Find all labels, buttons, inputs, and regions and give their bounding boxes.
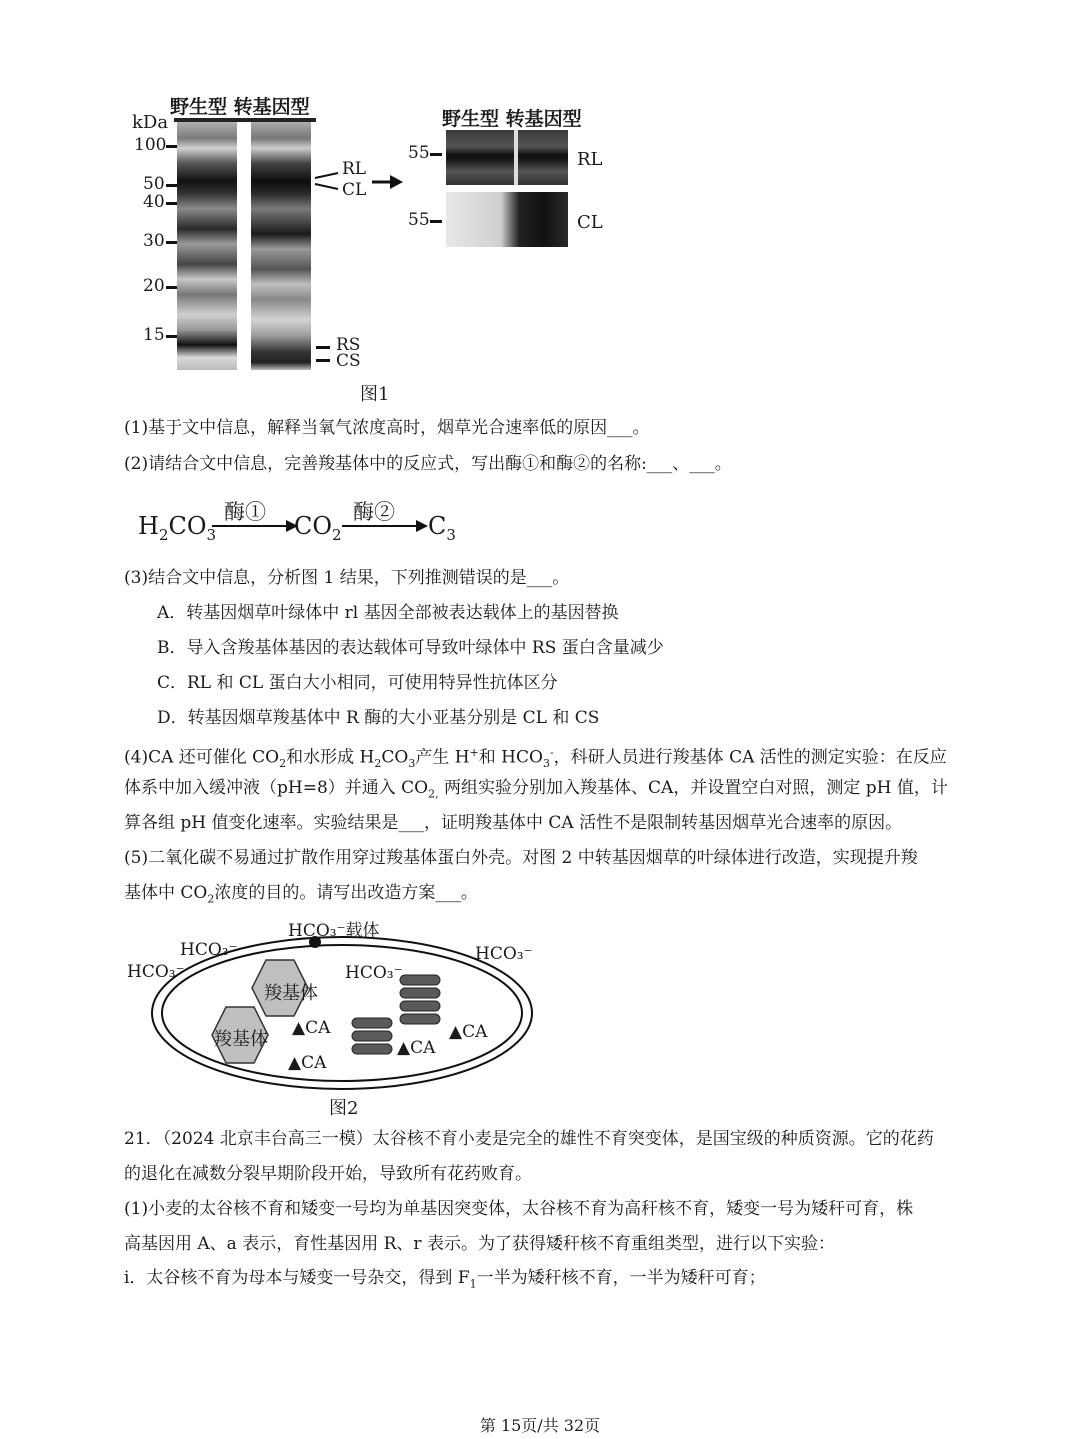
option-d: D．转基因烟草羧基体中 R 酶的大小亚基分别是 CL 和 CS — [157, 708, 600, 728]
question-5-line-2: 基体中 $CO_2$浓度的目的。请写出改造方案___。 — [124, 883, 478, 906]
question-5-line-1: (5)二氧化碳不易通过扩散作用穿过羧基体蛋白外壳。对图 2 中转基因烟草的叶绿体进行改造，实现提升羧 — [124, 848, 918, 868]
hco3-label: HCO₃⁻ — [127, 962, 185, 982]
question-21-line-4: 高基因用 A、a 表示，育性基因用 R、r 表示。为了获得矮秆核不育重组类型，进行以下实验： — [124, 1234, 835, 1254]
question-4-line-3: 算各组 pH 值变化速率。实验结果是___，证明羧基体中 CA 活性不是限制转基因烟草光合速率的原因。 — [124, 813, 903, 833]
band-tick — [316, 346, 330, 349]
equation-reactant: $H_2CO_3$ — [138, 512, 217, 544]
marker-label: 50 — [143, 174, 165, 194]
marker-label: 30 — [143, 231, 165, 251]
question-3: (3)结合文中信息，分析图 1 结果，下列推测错误的是___。 — [124, 568, 570, 588]
blot-panel-rl — [446, 130, 568, 185]
band-label-cl: CL — [342, 180, 367, 200]
blot-label-rl: RL — [577, 149, 603, 170]
band-tick — [316, 359, 330, 362]
blot-panel-divider — [514, 130, 518, 185]
equation-arrow-1 — [212, 518, 298, 534]
gel-lane-transgenic — [251, 118, 311, 370]
figure-1-caption: 图1 — [360, 384, 390, 405]
blot-marker-tick — [430, 220, 442, 223]
enzyme-1-label: 酶① — [224, 500, 266, 524]
question-21-line-3: (1)小麦的太谷核不育和矮变一号均为单基因突变体，太谷核不育为高秆核不育，矮变一号为矮秆可育，株 — [124, 1199, 914, 1219]
blot-label-cl: CL — [577, 212, 603, 233]
question-21-line-1: 21．（2024 北京丰台高三一模）太谷核不育小麦是完全的雄性不育突变体，是国宝级的种质资源。它的花药 — [124, 1129, 934, 1149]
question-21-line-5: i．太谷核不育为母本与矮变一号杂交，得到 $F_1$一半为矮秆核不育，一半为矮秆可育； — [124, 1268, 766, 1291]
blot-marker-label: 55 — [408, 143, 430, 163]
equation-arrow-2 — [342, 518, 428, 534]
band-label-rl: RL — [342, 159, 367, 179]
page-number: 第 15页/共 32页 — [479, 1416, 601, 1435]
carboxysome-label: 羧基体 — [214, 1029, 268, 1050]
marker-label: 15 — [143, 325, 165, 345]
carboxysome-label: 羧基体 — [264, 983, 318, 1004]
ca-label: ▲CA — [397, 1038, 436, 1058]
blot-marker-tick — [430, 153, 442, 156]
marker-label: 100 — [134, 135, 167, 155]
ca-label: ▲CA — [288, 1053, 327, 1073]
option-b: B．导入含羧基体基因的表达载体可导致叶绿体中 RS 蛋白含量减少 — [157, 638, 664, 658]
ca-label: ▲CA — [449, 1022, 488, 1042]
band-label-rs: RS — [336, 335, 361, 355]
option-a: A．转基因烟草叶绿体中 rl 基因全部被表达载体上的基因替换 — [157, 603, 619, 623]
gel-lane-header: 野生型 转基因型 — [170, 96, 310, 118]
question-1: (1)基于文中信息，解释当氧气浓度高时，烟草光合速率低的原因___。 — [124, 418, 650, 438]
equation-intermediate: $CO_2$ — [294, 512, 342, 544]
gel-lane-wildtype — [177, 118, 237, 370]
marker-label: 20 — [143, 276, 165, 296]
ca-label: ▲CA — [292, 1018, 331, 1038]
hco3-carrier-label: HCO₃⁻载体 — [288, 921, 380, 941]
equation-product: $C_3$ — [428, 512, 456, 544]
marker-label: 40 — [143, 192, 165, 212]
band-label-cs: CS — [336, 351, 361, 371]
gel-top-bar — [174, 118, 316, 122]
question-4-line-1: (4)CA 还可催化 $CO_2$和水形成 $H_2CO_3$产生 H+和 $HCO_3^-$，科研人员进行羧基体 CA 活性的测定实验：在反应 — [124, 746, 947, 771]
option-c: C．RL 和 CL 蛋白大小相同，可使用特异性抗体区分 — [157, 673, 558, 693]
blot-lane-header: 野生型 转基因型 — [442, 108, 582, 130]
question-21-line-2: 的退化在减数分裂早期阶段开始，导致所有花药败育。 — [124, 1164, 532, 1184]
figure-2-caption: 图2 — [329, 1098, 359, 1119]
question-2: (2)请结合文中信息，完善羧基体中的反应式，写出酶①和酶②的名称:___、___。 — [124, 454, 732, 474]
hco3-label: HCO₃⁻ — [180, 940, 238, 960]
enzyme-2-label: 酶② — [353, 500, 395, 524]
blot-marker-label: 55 — [408, 210, 430, 230]
hco3-label: HCO₃⁻ — [475, 944, 533, 964]
hco3-label: HCO₃⁻ — [345, 963, 403, 983]
blot-panel-cl — [446, 192, 568, 247]
question-4-line-2: 体系中加入缓冲液（pH=8）并通入 $CO_{2,}$ 两组实验分别加入羧基体、CA，并设置空白对照，测定 pH 值，计 — [124, 778, 948, 801]
gel-unit-label: kDa — [132, 112, 169, 133]
